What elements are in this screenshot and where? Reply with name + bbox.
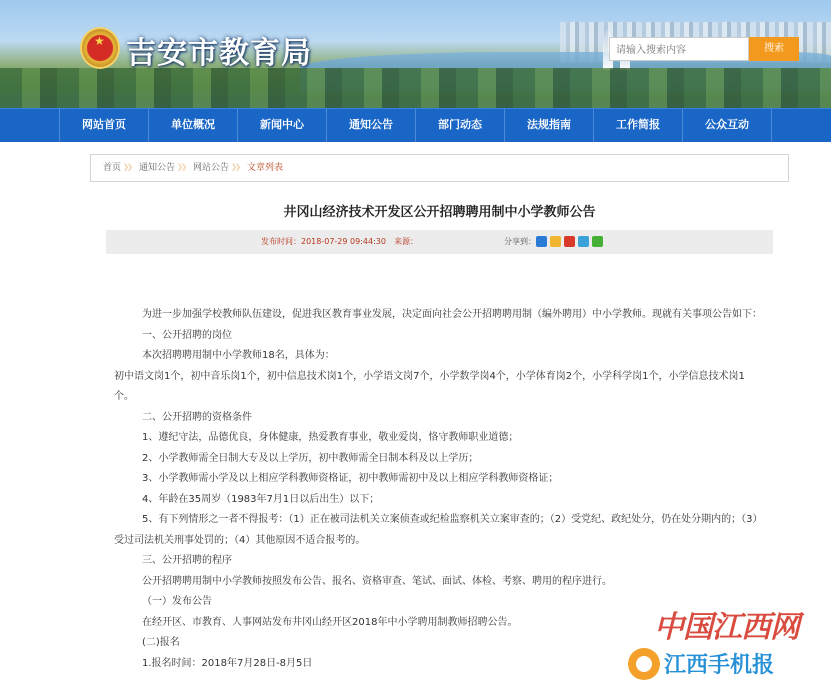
article-paragraph: 1、遵纪守法，品德优良，身体健康，热爱教育事业，敬业爱岗，恪守教师职业道德； bbox=[142, 432, 519, 443]
article-paragraph: 公开招聘聘用制中小学教师按照发布公告、报名、资格审查、笔试、面试、体检、考察、聘用的程序进行。 bbox=[142, 575, 612, 587]
search-input[interactable] bbox=[610, 40, 748, 62]
breadcrumb-article-list[interactable]: 文章列表 bbox=[247, 163, 284, 173]
watermark-signal-icon bbox=[628, 648, 660, 680]
article-paragraph: 为进一步加强学校教师队伍建设，促进我区教育事业发展，决定面向社会公开招聘聘用制（编外聘用）中小学教师。现就有关事项公告如下： bbox=[142, 309, 762, 320]
search-button[interactable]: 搜索 bbox=[749, 37, 799, 61]
article-meta-bar bbox=[106, 230, 773, 254]
wechat-icon[interactable] bbox=[592, 236, 603, 247]
watermark-jxnews: 中国江西网 bbox=[654, 610, 799, 645]
article-paragraph: 一、公开招聘的岗位 bbox=[142, 329, 232, 341]
article-paragraph: 二、公开招聘的资格条件 bbox=[142, 411, 252, 423]
article-paragraph: 本次招聘聘用制中小学教师18名，具体为： bbox=[142, 350, 335, 361]
search-box bbox=[609, 37, 749, 61]
breadcrumb-site-notices[interactable]: 网站公告 bbox=[193, 163, 230, 173]
qzone-icon[interactable] bbox=[550, 236, 561, 247]
article-paragraph: 5、有下列情形之一者不得报考：（1）正在被司法机关立案侦查或纪检监察机关立案审查的；（2）受党纪、政纪处分，仍在处分期内的；（3）受过司法机关刑事处罚的；（4）其他原因不适合报考的。 bbox=[114, 514, 758, 546]
article-paragraph: 三、公开招聘的程序 bbox=[142, 555, 232, 566]
main-nav bbox=[0, 108, 831, 142]
nav-item-overview[interactable]: 单位概况 bbox=[149, 109, 238, 142]
article-paragraph: 初中语文岗1个，初中音乐岗1个，初中信息技术岗1个，小学语文岗7个，小学数学岗4个，小学体育岗2个，小学科学岗1个，小学信息技术岗1个。 bbox=[114, 370, 745, 402]
breadcrumb-separator: 》》 bbox=[178, 163, 191, 172]
nav-item-regulations[interactable]: 法规指南 bbox=[505, 109, 594, 142]
article-paragraph: 4、年龄在35周岁（1983年7月1日以后出生）以下； bbox=[142, 493, 380, 505]
breadcrumb-separator: 》》 bbox=[124, 163, 137, 172]
site-title: 吉安市教育局 bbox=[126, 36, 312, 71]
article-paragraph: （一）发布公告 bbox=[142, 596, 212, 607]
share-label: 分享到： bbox=[504, 237, 536, 246]
plus-share-icon[interactable] bbox=[536, 236, 547, 247]
nav-item-news[interactable]: 新闻中心 bbox=[238, 109, 327, 142]
article-paragraph: 1.报名时间：2018年7月28日-8月5日 bbox=[142, 657, 313, 669]
article-title: 井冈山经济技术开发区公开招聘聘用制中小学教师公告 bbox=[283, 205, 596, 220]
nav-item-bulletins[interactable]: 工作简报 bbox=[594, 109, 683, 142]
breadcrumb-notices[interactable]: 通知公告 bbox=[139, 163, 176, 173]
main-nav-items bbox=[59, 109, 772, 142]
watermark-mobile-news: 江西手机报 bbox=[664, 653, 775, 678]
nav-item-department-news[interactable]: 部门动态 bbox=[416, 109, 505, 142]
article-paragraph: (二)报名 bbox=[142, 637, 180, 648]
tencent-weibo-icon[interactable] bbox=[578, 236, 589, 247]
banner-trees bbox=[0, 68, 831, 108]
share-icons bbox=[536, 236, 603, 247]
article-paragraph: 在经开区、市教育、人事网站发布井冈山经开区2018年中小学聘用制教师招聘公告。 bbox=[142, 616, 518, 628]
publish-time: 发布时间：2018-07-29 09:44:30 bbox=[261, 237, 386, 246]
breadcrumb-home[interactable]: 首页 bbox=[103, 163, 122, 173]
article-paragraph: 2、小学教师需全日制大专及以上学历，初中教师需全日制本科及以上学历； bbox=[142, 452, 479, 464]
nav-item-home[interactable]: 网站首页 bbox=[59, 109, 149, 142]
nav-item-public-interaction[interactable]: 公众互动 bbox=[683, 109, 772, 142]
emblem-star-icon: ★ bbox=[94, 34, 105, 48]
breadcrumb-separator: 》》 bbox=[232, 163, 245, 172]
article-source: 来源： bbox=[394, 237, 418, 246]
breadcrumb bbox=[90, 154, 789, 182]
weibo-icon[interactable] bbox=[564, 236, 575, 247]
article-paragraph: 3、小学教师需小学及以上相应学科教师资格证，初中教师需初中及以上相应学科教师资格证； bbox=[142, 473, 559, 484]
nav-item-notices[interactable]: 通知公告 bbox=[327, 109, 416, 142]
